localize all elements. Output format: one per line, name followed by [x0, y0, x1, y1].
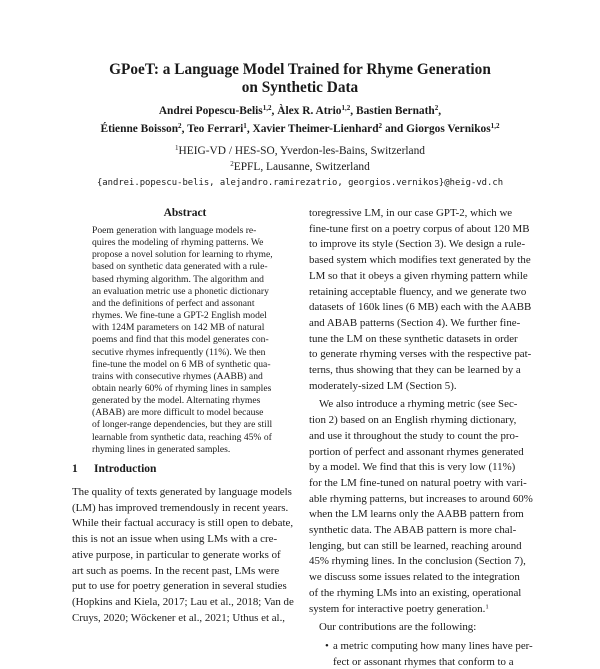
author-affil-mark: 1	[243, 122, 247, 131]
abstract-line: with 124M parameters on 142 MB of natural	[92, 322, 265, 334]
intro-line: ative purpose, in particular to generate works of	[72, 548, 281, 561]
author-affil-mark: 1,2	[262, 104, 272, 113]
right-column-line: when the LM learns only the AABB pattern from	[309, 508, 524, 521]
section-heading-introduction	[72, 463, 156, 475]
right-column-line: datasets of 160k lines (6 MB) each with the AABB	[309, 301, 532, 314]
right-column-line: tune the LM on these synthetic datasets in order	[309, 332, 518, 345]
right-column-line: to improve its style (Section 3). We design a rule-	[309, 238, 526, 251]
affil-text: HEIG-VD / HES-SO, Yverdon-les-Bains, Switzerland	[178, 145, 425, 157]
author-line-1: Andrei Popescu-Belis$^{1,2}$, Àlex R. Atrio$^{1,2}$, Bastien Bernath$^2$,	[158, 104, 442, 117]
abstract-line: Poem generation with language models re-	[92, 225, 257, 236]
author-affil-mark: 2	[178, 122, 182, 131]
right-column-line: synthetic data. The ABAB pattern is more chal-	[309, 524, 517, 536]
intro-line: this is not an issue when using LMs with a cre-	[72, 533, 278, 546]
right-column-line: of the rhyming LMs into an existing, operational	[309, 586, 522, 599]
author-conjunction: and	[384, 123, 404, 135]
abstract-line: based rhyming algorithm. The algorithm and	[92, 273, 264, 285]
intro-line: (Hopkins and Kiela, 2017; Lau et al., 2018; Van de	[72, 595, 294, 608]
right-column-line: for the LM fine-tuned on natural poetry with vari-	[309, 476, 527, 489]
right-column-line: lenging, but can still be learned, reaching around	[309, 539, 522, 552]
right-column-line: based system which modifies text generated by the	[309, 254, 531, 267]
right-column-line: tion 2) based on an English rhyming dictionary,	[309, 414, 517, 427]
abstract-line: rhyming lines in generated samples.	[92, 443, 231, 455]
abstract-heading: Abstract	[163, 207, 207, 219]
author-line-2: Étienne Boisson$^2$, Teo Ferrari$^1$, Xavier Theimer-Lienhard$^2$ and Giorgos Vernikos$^{1,2}$	[100, 122, 500, 135]
abstract-line: rhymes. We fine-tune a GPT-2 English model	[92, 310, 267, 322]
intro-line: While their factual accuracy is still open to debate,	[72, 517, 294, 530]
affiliation-1	[40, 143, 560, 159]
intro-line: (LM) has improved tremendously in recent years.	[72, 501, 289, 514]
abstract-line: poems and find that this model generates con-	[92, 334, 269, 346]
author-affil-mark: 1,2	[341, 104, 351, 113]
right-column-line: and ABAB patterns (Section 4). We further fine-	[309, 316, 521, 329]
abstract-line: based on synthetic data generated with a rule-	[92, 261, 268, 273]
paper-title-line-1: GPoeT: a Language Model Trained for Rhyme Generation	[109, 61, 491, 78]
right-column-line: retaining acceptable fluency, and we generate two	[309, 285, 527, 298]
author-name: Bastien Bernath	[355, 105, 435, 117]
section-number: 1	[72, 463, 78, 475]
intro-line: Cruys, 2020; Wöckener et al., 2021; Uthus et al.,	[72, 611, 286, 624]
right-column-line: fect or assonant rhymes that conform to a	[333, 655, 514, 668]
right-column-line: and use it throughout the study to count the pro-	[309, 429, 519, 442]
author-name: Giorgos Vernikos	[406, 123, 491, 135]
author-name: Étienne Boisson	[100, 123, 179, 135]
author-name: Xavier Theimer-Lienhard	[252, 123, 379, 135]
right-column-line: we discuss some issues related to the integration	[309, 571, 520, 584]
right-column-line: moderately-sized LM (Section 5).	[309, 379, 457, 392]
right-column-line: able rhyming patterns, but increases to around 60%	[309, 492, 533, 505]
abstract-line: propose a novel solution for learning to rhyme,	[92, 249, 273, 261]
abstract-line: learnable from synthetic data, reaching 45% of	[92, 431, 272, 443]
right-column-line: Our contributions are the following:	[319, 621, 477, 634]
abstract-line: an evaluation metric use a phonetic dictionary	[92, 285, 269, 297]
intro-line: put to use for poetry generation in several studies	[72, 580, 287, 593]
affil-mark: 1	[175, 144, 179, 153]
right-column-line: LM so that it obeys a given rhyming pattern while	[309, 269, 528, 282]
author-name: Andrei Popescu-Belis	[158, 105, 263, 117]
abstract-line: (ABAB) are more difficult to model because	[92, 407, 264, 419]
affil-text: EPFL, Lausanne, Switzerland	[233, 161, 370, 173]
author-affil-mark: 2	[378, 122, 383, 131]
abstract-line: generated by the model. Alternating rhymes	[92, 395, 261, 407]
right-column-line: 45% rhyming lines. In the conclusion (Section 7),	[309, 555, 526, 568]
paper-title-line-2: on Synthetic Data	[241, 79, 359, 96]
right-column-line: We also introduce a rhyming metric (see Sec-	[319, 398, 518, 411]
right-column-line: fine-tune first on a poetry corpus of about 120 MB	[309, 222, 530, 235]
right-column-line: a metric computing how many lines have per-	[333, 639, 533, 652]
abstract-line: of longer-range dependencies, but they are still	[92, 419, 273, 431]
abstract-line: obtain nearly 60% of rhyming lines in samples	[92, 382, 272, 394]
abstract-line: and the definitions of perfect and assonant	[92, 297, 255, 309]
right-column-line: by a model. We find that this is very low (11%)	[309, 461, 516, 474]
section-title: Introduction	[94, 463, 157, 475]
right-column-line: system for interactive poetry generation.$^1$	[309, 602, 489, 615]
intro-line: art such as poems. In the recent past, LMs were	[72, 564, 280, 577]
author-name: Teo Ferrari	[187, 123, 244, 135]
abstract-line: quires the modeling of rhyming patterns. We	[92, 237, 264, 249]
right-column-line: terns, thus showing that they can be learned by a	[309, 364, 521, 376]
author-affil-mark: 1,2	[490, 122, 500, 131]
affiliation-2	[40, 159, 560, 175]
right-column-line: to generate rhyming verses with the respective pat-	[309, 348, 532, 361]
right-column-line: toregressive LM, in our case GPT-2, which we	[309, 207, 513, 219]
right-column-line: portion of perfect and assonant rhymes generated	[309, 445, 524, 458]
bullet-icon: •	[325, 639, 329, 652]
author-affil-mark: 2	[434, 104, 439, 113]
abstract-line: secutive rhymes infrequently (11%). We then	[92, 346, 266, 358]
affil-mark: 2	[230, 160, 234, 169]
abstract-line: trains with consecutive rhymes (AABB) and	[92, 370, 263, 382]
author-emails: {andrei.popescu-belis, alejandro.ramirezatrio, georgios.vernikos}@heig-vd.ch	[96, 178, 504, 188]
footnote-mark[interactable]: 1	[485, 602, 489, 610]
abstract-line: fine-tune the model on 6 MB of synthetic qua-	[92, 358, 271, 370]
intro-line: The quality of texts generated by language models	[72, 486, 292, 498]
author-name: Àlex R. Atrio	[277, 105, 342, 117]
